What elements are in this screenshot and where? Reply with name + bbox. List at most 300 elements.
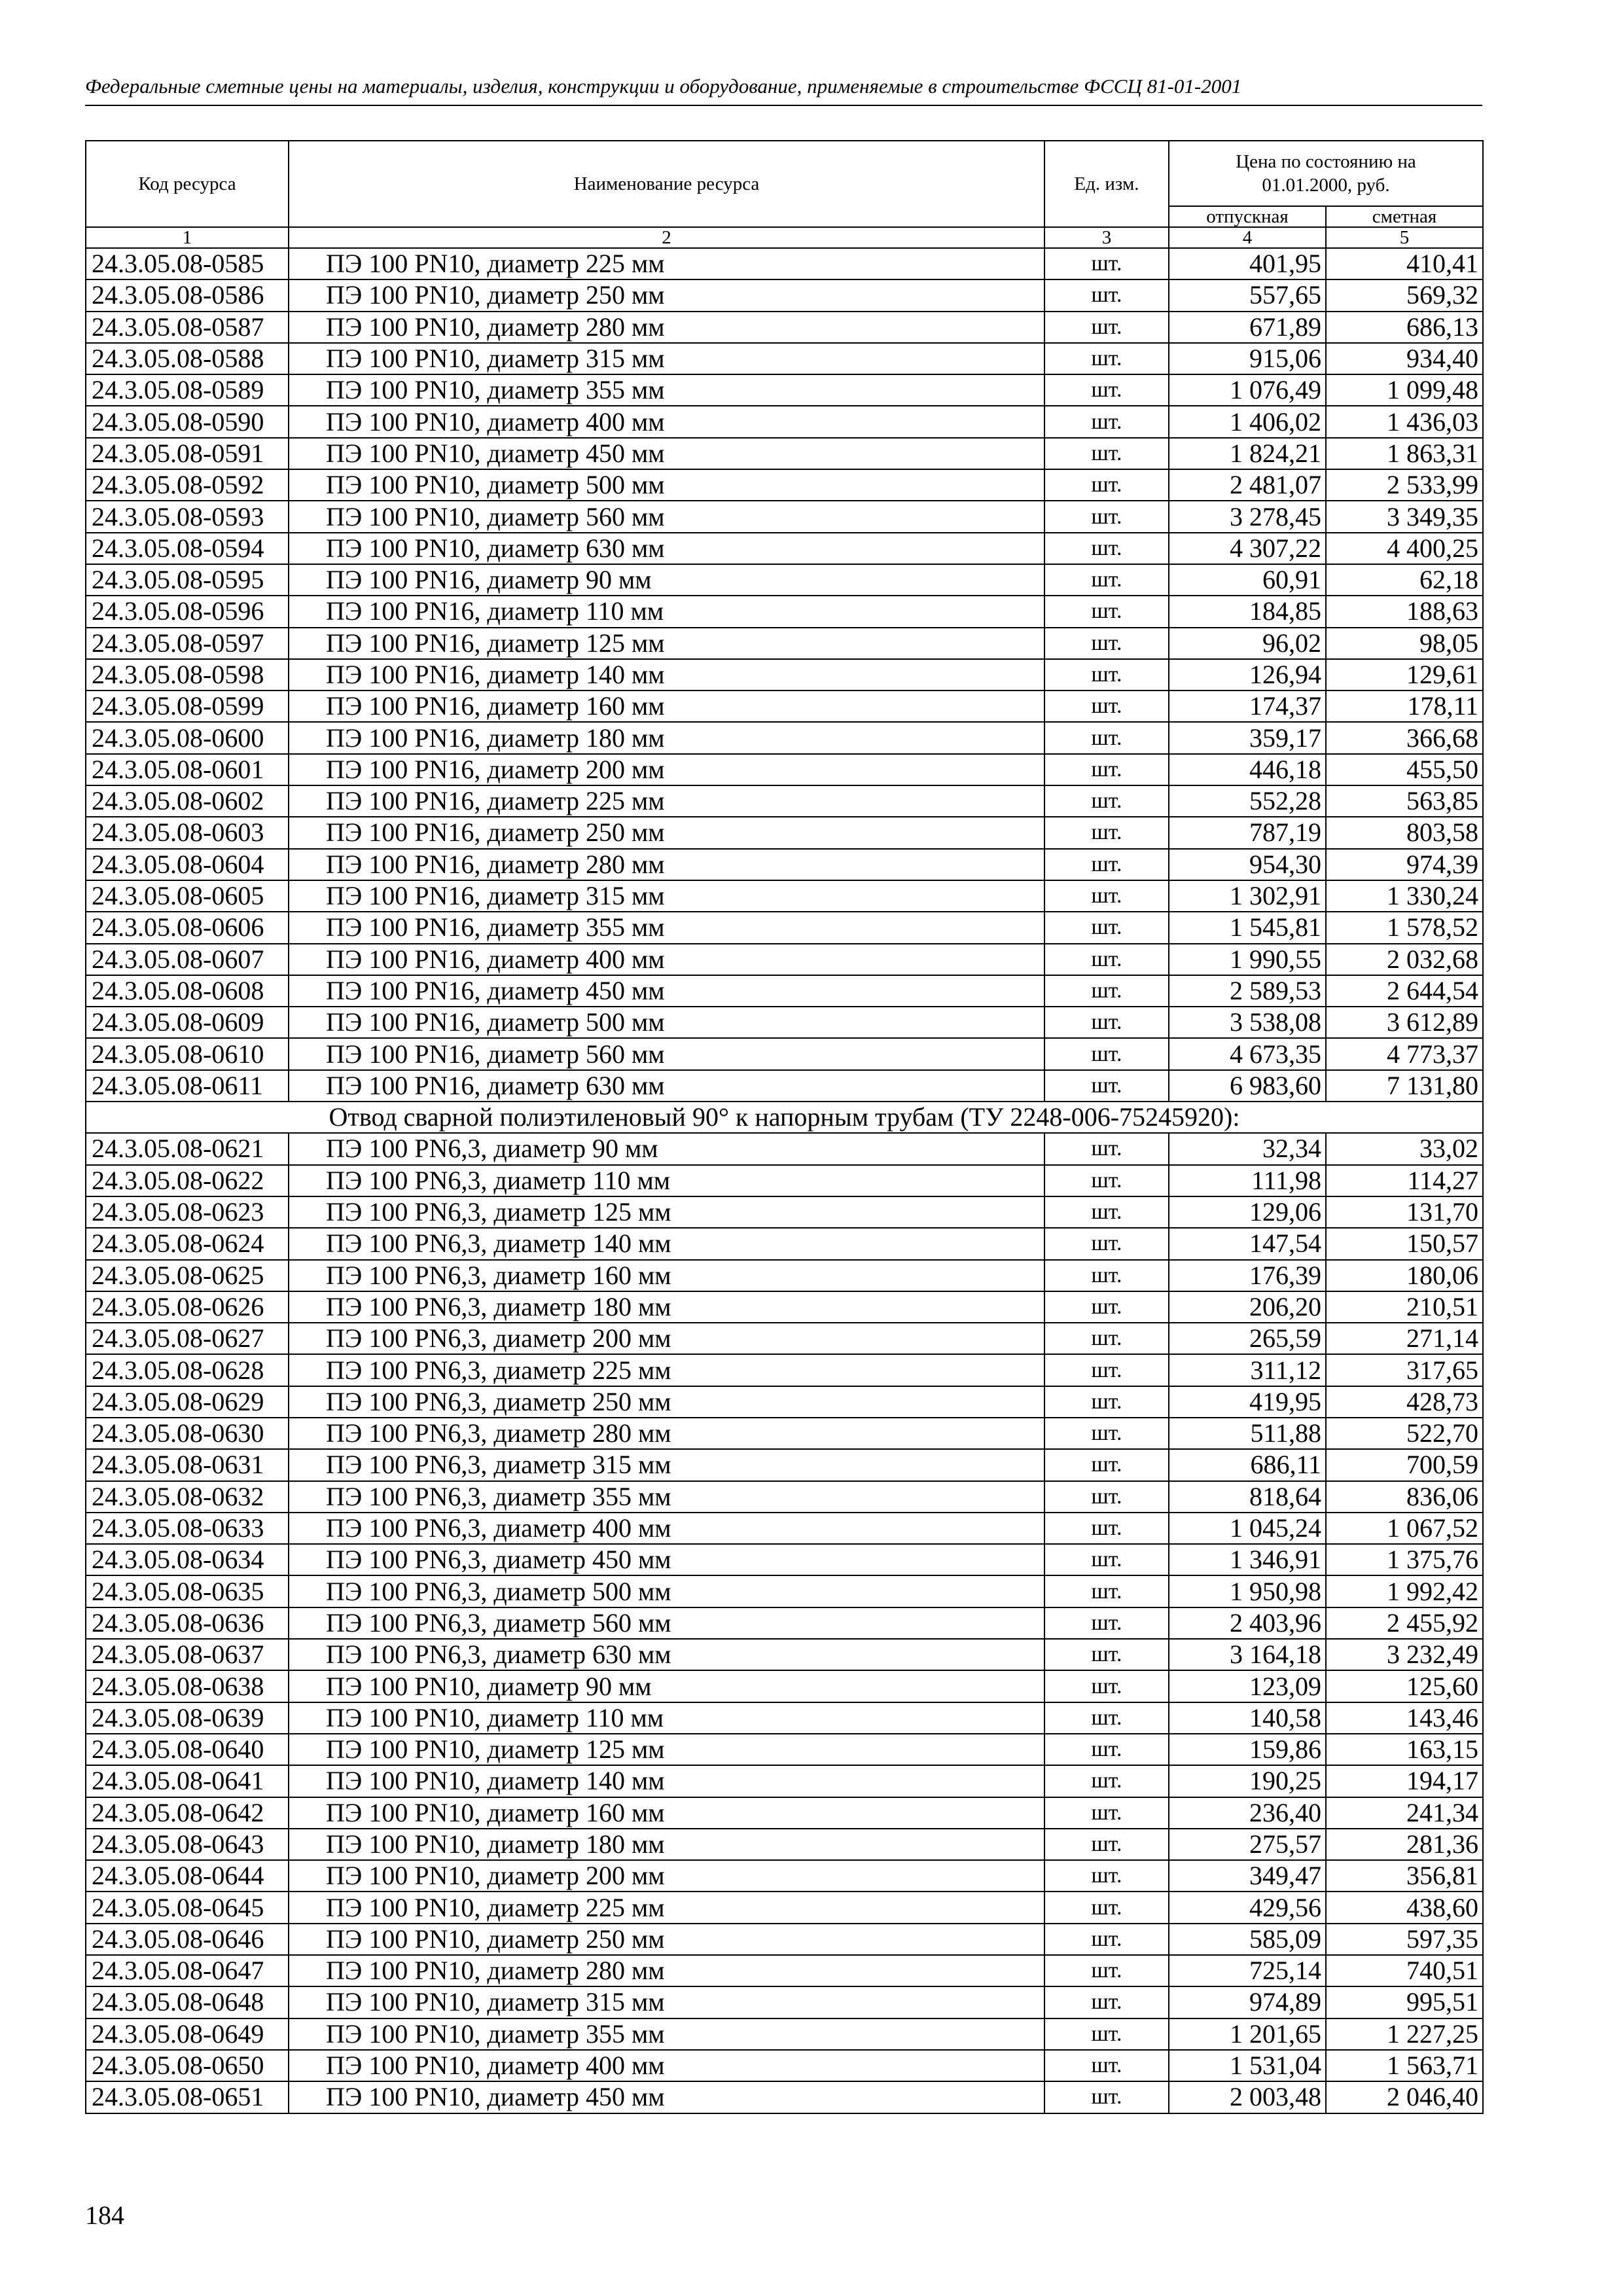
price-release-cell: 419,95 [1169, 1386, 1326, 1418]
unit-cell: шт. [1044, 1070, 1169, 1102]
unit-cell: шт. [1044, 659, 1169, 691]
price-estimate-cell: 3 349,35 [1326, 501, 1483, 532]
resource-code-cell: 24.3.05.08-0587 [86, 312, 289, 343]
price-release-cell: 60,91 [1169, 564, 1326, 596]
price-estimate-cell: 522,70 [1326, 1418, 1483, 1449]
resource-name-cell: ПЭ 100 PN10, диаметр 160 мм [289, 1797, 1044, 1829]
resource-code-cell: 24.3.05.08-0628 [86, 1354, 289, 1386]
table-row [86, 1133, 1483, 1164]
price-release-cell: 349,47 [1169, 1860, 1326, 1892]
resource-name-cell: ПЭ 100 PN10, диаметр 200 мм [289, 1860, 1044, 1892]
price-estimate-cell: 3 612,89 [1326, 1007, 1483, 1038]
resource-name-cell: ПЭ 100 PN10, диаметр 280 мм [289, 312, 1044, 343]
price-estimate-cell: 129,61 [1326, 659, 1483, 691]
resource-code-cell: 24.3.05.08-0633 [86, 1513, 289, 1544]
price-release-cell: 954,30 [1169, 849, 1326, 880]
price-estimate-cell: 210,51 [1326, 1291, 1483, 1323]
unit-cell: шт. [1044, 1829, 1169, 1860]
unit-cell: шт. [1044, 312, 1169, 343]
price-estimate-cell: 366,68 [1326, 722, 1483, 753]
price-estimate-cell: 1 578,52 [1326, 912, 1483, 943]
unit-cell: шт. [1044, 438, 1169, 469]
resource-code-cell: 24.3.05.08-0603 [86, 817, 289, 848]
price-release-cell: 1 076,49 [1169, 374, 1326, 406]
price-release-cell: 557,65 [1169, 279, 1326, 311]
table-row [86, 343, 1483, 374]
resource-code-cell: 24.3.05.08-0610 [86, 1038, 289, 1069]
column-number: 2 [289, 227, 1044, 248]
resource-code-cell: 24.3.05.08-0630 [86, 1418, 289, 1449]
price-release-cell: 6 983,60 [1169, 1070, 1326, 1102]
price-release-cell: 190,25 [1169, 1765, 1326, 1797]
price-estimate-cell: 1 375,76 [1326, 1544, 1483, 1575]
section-title: Отвод сварной полиэтиленовый 90° к напорным трубам (ТУ 2248-006-75245920): [86, 1102, 1483, 1133]
resource-code-cell: 24.3.05.08-0632 [86, 1481, 289, 1513]
resource-name-cell: ПЭ 100 PN16, диаметр 250 мм [289, 817, 1044, 848]
unit-cell: шт. [1044, 564, 1169, 596]
resource-code-cell: 24.3.05.08-0606 [86, 912, 289, 943]
resource-name-cell: ПЭ 100 PN10, диаметр 400 мм [289, 2050, 1044, 2081]
price-release-cell: 206,20 [1169, 1291, 1326, 1323]
unit-cell: шт. [1044, 1260, 1169, 1291]
price-estimate-cell: 4 400,25 [1326, 533, 1483, 564]
table-row [86, 533, 1483, 564]
resource-name-cell: ПЭ 100 PN10, диаметр 250 мм [289, 1924, 1044, 1955]
resource-name-cell: ПЭ 100 PN6,3, диаметр 355 мм [289, 1481, 1044, 1513]
price-release-cell: 1 824,21 [1169, 438, 1326, 469]
price-release-cell: 1 990,55 [1169, 944, 1326, 975]
unit-cell: шт. [1044, 343, 1169, 374]
price-estimate-cell: 281,36 [1326, 1829, 1483, 1860]
price-release-cell: 2 481,07 [1169, 469, 1326, 501]
price-release-cell: 123,09 [1169, 1670, 1326, 1702]
resource-code-cell: 24.3.05.08-0634 [86, 1544, 289, 1575]
resource-code-cell: 24.3.05.08-0591 [86, 438, 289, 469]
price-estimate-cell: 2 032,68 [1326, 944, 1483, 975]
unit-cell: шт. [1044, 1955, 1169, 1986]
resource-name-cell: ПЭ 100 PN10, диаметр 560 мм [289, 501, 1044, 532]
resource-code-cell: 24.3.05.08-0637 [86, 1639, 289, 1670]
table-row [86, 2018, 1483, 2050]
price-release-cell: 446,18 [1169, 754, 1326, 785]
table-row [86, 659, 1483, 691]
price-estimate-cell: 150,57 [1326, 1228, 1483, 1259]
col-header-price-group: Цена по состоянию на 01.01.2000, руб. [1169, 141, 1483, 206]
price-release-cell: 3 538,08 [1169, 1007, 1326, 1038]
resource-code-cell: 24.3.05.08-0601 [86, 754, 289, 785]
price-release-cell: 2 403,96 [1169, 1607, 1326, 1639]
table-row [86, 1734, 1483, 1765]
table-row [86, 975, 1483, 1007]
price-release-cell: 359,17 [1169, 722, 1326, 753]
table-row [86, 1860, 1483, 1892]
table-row [86, 944, 1483, 975]
page-number: 184 [85, 2200, 124, 2230]
resource-code-cell: 24.3.05.08-0651 [86, 2081, 289, 2113]
resource-name-cell: ПЭ 100 PN6,3, диаметр 280 мм [289, 1418, 1044, 1449]
price-release-cell: 1 302,91 [1169, 880, 1326, 912]
resource-name-cell: ПЭ 100 PN6,3, диаметр 125 мм [289, 1196, 1044, 1228]
price-estimate-cell: 317,65 [1326, 1354, 1483, 1386]
resource-code-cell: 24.3.05.08-0585 [86, 248, 289, 279]
price-release-cell: 176,39 [1169, 1260, 1326, 1291]
price-release-cell: 265,59 [1169, 1323, 1326, 1354]
resource-code-cell: 24.3.05.08-0640 [86, 1734, 289, 1765]
unit-cell: шт. [1044, 1038, 1169, 1069]
price-release-cell: 3 164,18 [1169, 1639, 1326, 1670]
resource-code-cell: 24.3.05.08-0626 [86, 1291, 289, 1323]
table-row [86, 1924, 1483, 1955]
table-body [86, 248, 1483, 2113]
resource-name-cell: ПЭ 100 PN6,3, диаметр 630 мм [289, 1639, 1044, 1670]
resource-name-cell: ПЭ 100 PN16, диаметр 560 мм [289, 1038, 1044, 1069]
price-release-cell: 725,14 [1169, 1955, 1326, 1986]
price-estimate-cell: 974,39 [1326, 849, 1483, 880]
unit-cell: шт. [1044, 1924, 1169, 1955]
resource-name-cell: ПЭ 100 PN16, диаметр 110 мм [289, 596, 1044, 627]
price-release-cell: 236,40 [1169, 1797, 1326, 1829]
resource-code-cell: 24.3.05.08-0636 [86, 1607, 289, 1639]
price-estimate-cell: 194,17 [1326, 1765, 1483, 1797]
resource-code-cell: 24.3.05.08-0594 [86, 533, 289, 564]
price-estimate-cell: 700,59 [1326, 1449, 1483, 1480]
price-release-cell: 915,06 [1169, 343, 1326, 374]
resource-name-cell: ПЭ 100 PN10, диаметр 140 мм [289, 1765, 1044, 1797]
unit-cell: шт. [1044, 2018, 1169, 2050]
unit-cell: шт. [1044, 1575, 1169, 1607]
price-estimate-cell: 188,63 [1326, 596, 1483, 627]
price-release-cell: 818,64 [1169, 1481, 1326, 1513]
resource-name-cell: ПЭ 100 PN16, диаметр 450 мм [289, 975, 1044, 1007]
table-row [86, 312, 1483, 343]
table-row [86, 1892, 1483, 1923]
price-release-cell: 4 673,35 [1169, 1038, 1326, 1069]
resource-name-cell: ПЭ 100 PN6,3, диаметр 225 мм [289, 1354, 1044, 1386]
table-row [86, 785, 1483, 817]
table-row [86, 1196, 1483, 1228]
price-estimate-cell: 803,58 [1326, 817, 1483, 848]
price-estimate-cell: 271,14 [1326, 1323, 1483, 1354]
resource-code-cell: 24.3.05.08-0650 [86, 2050, 289, 2081]
resource-code-cell: 24.3.05.08-0592 [86, 469, 289, 501]
price-estimate-cell: 1 227,25 [1326, 2018, 1483, 2050]
resource-name-cell: ПЭ 100 PN16, диаметр 630 мм [289, 1070, 1044, 1102]
price-release-cell: 96,02 [1169, 628, 1326, 659]
column-number: 4 [1169, 227, 1326, 248]
unit-cell: шт. [1044, 880, 1169, 912]
table-header [86, 141, 1483, 248]
resource-name-cell: ПЭ 100 PN6,3, диаметр 140 мм [289, 1228, 1044, 1259]
unit-cell: шт. [1044, 1860, 1169, 1892]
table-row [86, 722, 1483, 753]
price-release-cell: 511,88 [1169, 1418, 1326, 1449]
unit-cell: шт. [1044, 849, 1169, 880]
resource-code-cell: 24.3.05.08-0608 [86, 975, 289, 1007]
price-release-cell: 1 406,02 [1169, 406, 1326, 437]
price-estimate-cell: 1 099,48 [1326, 374, 1483, 406]
resource-name-cell: ПЭ 100 PN10, диаметр 400 мм [289, 406, 1044, 437]
resource-name-cell: ПЭ 100 PN10, диаметр 180 мм [289, 1829, 1044, 1860]
resource-code-cell: 24.3.05.08-0598 [86, 659, 289, 691]
price-estimate-cell: 33,02 [1326, 1133, 1483, 1164]
price-estimate-cell: 2 455,92 [1326, 1607, 1483, 1639]
price-release-cell: 311,12 [1169, 1354, 1326, 1386]
resource-code-cell: 24.3.05.08-0611 [86, 1070, 289, 1102]
price-release-cell: 140,58 [1169, 1702, 1326, 1734]
column-number: 5 [1326, 227, 1483, 248]
table-row [86, 1449, 1483, 1480]
col-header-unit: Ед. изм. [1044, 141, 1169, 227]
resource-name-cell: ПЭ 100 PN16, диаметр 500 мм [289, 1007, 1044, 1038]
price-estimate-cell: 455,50 [1326, 754, 1483, 785]
price-estimate-cell: 740,51 [1326, 1955, 1483, 1986]
table-row [86, 1575, 1483, 1607]
table-row [86, 1513, 1483, 1544]
price-estimate-cell: 1 863,31 [1326, 438, 1483, 469]
resource-code-cell: 24.3.05.08-0602 [86, 785, 289, 817]
unit-cell: шт. [1044, 1702, 1169, 1734]
unit-cell: шт. [1044, 1386, 1169, 1418]
unit-cell: шт. [1044, 944, 1169, 975]
price-release-cell: 974,89 [1169, 1986, 1326, 2018]
resource-name-cell: ПЭ 100 PN10, диаметр 125 мм [289, 1734, 1044, 1765]
table-row [86, 880, 1483, 912]
table-row [86, 1702, 1483, 1734]
resource-code-cell: 24.3.05.08-0596 [86, 596, 289, 627]
resource-code-cell: 24.3.05.08-0589 [86, 374, 289, 406]
price-release-cell: 1 531,04 [1169, 2050, 1326, 2081]
price-estimate-cell: 1 330,24 [1326, 880, 1483, 912]
unit-cell: шт. [1044, 785, 1169, 817]
unit-cell: шт. [1044, 1007, 1169, 1038]
resource-name-cell: ПЭ 100 PN10, диаметр 315 мм [289, 1986, 1044, 2018]
resource-name-cell: ПЭ 100 PN10, диаметр 450 мм [289, 2081, 1044, 2113]
table-row [86, 1639, 1483, 1670]
price-estimate-cell: 7 131,80 [1326, 1070, 1483, 1102]
price-release-cell: 787,19 [1169, 817, 1326, 848]
resource-code-cell: 24.3.05.08-0649 [86, 2018, 289, 2050]
resource-name-cell: ПЭ 100 PN16, диаметр 225 мм [289, 785, 1044, 817]
resource-name-cell: ПЭ 100 PN16, диаметр 140 мм [289, 659, 1044, 691]
resource-code-cell: 24.3.05.08-0599 [86, 691, 289, 722]
header-rule [85, 105, 1482, 106]
table-row [86, 406, 1483, 437]
unit-cell: шт. [1044, 1354, 1169, 1386]
price-estimate-cell: 98,05 [1326, 628, 1483, 659]
resource-code-cell: 24.3.05.08-0646 [86, 1924, 289, 1955]
table-row [86, 1765, 1483, 1797]
column-number: 1 [86, 227, 289, 248]
resource-code-cell: 24.3.05.08-0625 [86, 1260, 289, 1291]
unit-cell: шт. [1044, 1513, 1169, 1544]
price-release-cell: 4 307,22 [1169, 533, 1326, 564]
price-release-cell: 552,28 [1169, 785, 1326, 817]
price-release-cell: 1 346,91 [1169, 1544, 1326, 1575]
resource-code-cell: 24.3.05.08-0631 [86, 1449, 289, 1480]
resource-name-cell: ПЭ 100 PN10, диаметр 500 мм [289, 469, 1044, 501]
unit-cell: шт. [1044, 596, 1169, 627]
column-number-row [86, 227, 1483, 248]
unit-cell: шт. [1044, 501, 1169, 532]
table-row [86, 1070, 1483, 1102]
resource-name-cell: ПЭ 100 PN10, диаметр 90 мм [289, 1670, 1044, 1702]
unit-cell: шт. [1044, 1797, 1169, 1829]
price-estimate-cell: 163,15 [1326, 1734, 1483, 1765]
resource-name-cell: ПЭ 100 PN16, диаметр 280 мм [289, 849, 1044, 880]
col-header-name: Наименование ресурса [289, 141, 1044, 227]
price-release-cell: 585,09 [1169, 1924, 1326, 1955]
price-estimate-cell: 597,35 [1326, 1924, 1483, 1955]
unit-cell: шт. [1044, 2050, 1169, 2081]
table-row [86, 2081, 1483, 2113]
resource-name-cell: ПЭ 100 PN10, диаметр 355 мм [289, 2018, 1044, 2050]
table-row [86, 1260, 1483, 1291]
price-estimate-cell: 2 533,99 [1326, 469, 1483, 501]
resource-name-cell: ПЭ 100 PN16, диаметр 355 мм [289, 912, 1044, 943]
resource-name-cell: ПЭ 100 PN10, диаметр 630 мм [289, 533, 1044, 564]
resource-code-cell: 24.3.05.08-0604 [86, 849, 289, 880]
unit-cell: шт. [1044, 1481, 1169, 1513]
unit-cell: шт. [1044, 912, 1169, 943]
unit-cell: шт. [1044, 1986, 1169, 2018]
unit-cell: шт. [1044, 1196, 1169, 1228]
resource-name-cell: ПЭ 100 PN10, диаметр 280 мм [289, 1955, 1044, 1986]
table-row [86, 1291, 1483, 1323]
resource-name-cell: ПЭ 100 PN16, диаметр 125 мм [289, 628, 1044, 659]
resource-name-cell: ПЭ 100 PN16, диаметр 400 мм [289, 944, 1044, 975]
resource-name-cell: ПЭ 100 PN6,3, диаметр 500 мм [289, 1575, 1044, 1607]
price-estimate-cell: 2 644,54 [1326, 975, 1483, 1007]
unit-cell: шт. [1044, 1607, 1169, 1639]
table-row [86, 1228, 1483, 1259]
col-header-code: Код ресурса [86, 141, 289, 227]
price-release-cell: 1 545,81 [1169, 912, 1326, 943]
table-row [86, 469, 1483, 501]
resource-name-cell: ПЭ 100 PN6,3, диаметр 200 мм [289, 1323, 1044, 1354]
unit-cell: шт. [1044, 975, 1169, 1007]
resource-name-cell: ПЭ 100 PN6,3, диаметр 400 мм [289, 1513, 1044, 1544]
unit-cell: шт. [1044, 691, 1169, 722]
unit-cell: шт. [1044, 1133, 1169, 1164]
table-row [86, 1829, 1483, 1860]
table-row [86, 438, 1483, 469]
col-header-price-estimate: сметная [1326, 206, 1483, 227]
table-row [86, 1354, 1483, 1386]
table-row [86, 596, 1483, 627]
table-row [86, 1165, 1483, 1196]
resource-name-cell: ПЭ 100 PN16, диаметр 200 мм [289, 754, 1044, 785]
table-row [86, 564, 1483, 596]
unit-cell: шт. [1044, 1291, 1169, 1323]
table-row [86, 849, 1483, 880]
unit-cell: шт. [1044, 533, 1169, 564]
price-estimate-cell: 438,60 [1326, 1892, 1483, 1923]
resource-code-cell: 24.3.05.08-0627 [86, 1323, 289, 1354]
price-release-cell: 147,54 [1169, 1228, 1326, 1259]
price-estimate-cell: 180,06 [1326, 1260, 1483, 1291]
price-release-cell: 1 201,65 [1169, 2018, 1326, 2050]
resource-code-cell: 24.3.05.08-0624 [86, 1228, 289, 1259]
resource-code-cell: 24.3.05.08-0629 [86, 1386, 289, 1418]
resource-code-cell: 24.3.05.08-0641 [86, 1765, 289, 1797]
table-row [86, 501, 1483, 532]
resource-name-cell: ПЭ 100 PN10, диаметр 450 мм [289, 438, 1044, 469]
resource-code-cell: 24.3.05.08-0622 [86, 1165, 289, 1196]
resource-code-cell: 24.3.05.08-0588 [86, 343, 289, 374]
price-estimate-cell: 125,60 [1326, 1670, 1483, 1702]
resource-code-cell: 24.3.05.08-0600 [86, 722, 289, 753]
unit-cell: шт. [1044, 1418, 1169, 1449]
resource-name-cell: ПЭ 100 PN6,3, диаметр 160 мм [289, 1260, 1044, 1291]
table-row [86, 1670, 1483, 1702]
table-row [86, 1797, 1483, 1829]
price-estimate-cell: 2 046,40 [1326, 2081, 1483, 2113]
unit-cell: шт. [1044, 279, 1169, 311]
unit-cell: шт. [1044, 1670, 1169, 1702]
resource-code-cell: 24.3.05.08-0597 [86, 628, 289, 659]
price-estimate-cell: 569,32 [1326, 279, 1483, 311]
price-release-cell: 275,57 [1169, 1829, 1326, 1860]
table-row [86, 248, 1483, 279]
resource-code-cell: 24.3.05.08-0595 [86, 564, 289, 596]
price-estimate-cell: 995,51 [1326, 1986, 1483, 2018]
table-row [86, 279, 1483, 311]
price-estimate-cell: 428,73 [1326, 1386, 1483, 1418]
section-row [86, 1102, 1483, 1133]
resource-code-cell: 24.3.05.08-0605 [86, 880, 289, 912]
price-release-cell: 429,56 [1169, 1892, 1326, 1923]
price-estimate-cell: 241,34 [1326, 1797, 1483, 1829]
resource-code-cell: 24.3.05.08-0609 [86, 1007, 289, 1038]
resource-code-cell: 24.3.05.08-0621 [86, 1133, 289, 1164]
resource-name-cell: ПЭ 100 PN10, диаметр 110 мм [289, 1702, 1044, 1734]
unit-cell: шт. [1044, 469, 1169, 501]
price-release-cell: 174,37 [1169, 691, 1326, 722]
price-release-cell: 2 003,48 [1169, 2081, 1326, 2113]
price-estimate-cell: 1 067,52 [1326, 1513, 1483, 1544]
price-estimate-cell: 4 773,37 [1326, 1038, 1483, 1069]
price-release-cell: 1 045,24 [1169, 1513, 1326, 1544]
resource-code-cell: 24.3.05.08-0645 [86, 1892, 289, 1923]
price-estimate-cell: 131,70 [1326, 1196, 1483, 1228]
table-row [86, 1481, 1483, 1513]
unit-cell: шт. [1044, 1228, 1169, 1259]
table-row [86, 754, 1483, 785]
column-number: 3 [1044, 227, 1169, 248]
price-estimate-cell: 410,41 [1326, 248, 1483, 279]
price-estimate-cell: 563,85 [1326, 785, 1483, 817]
price-estimate-cell: 62,18 [1326, 564, 1483, 596]
unit-cell: шт. [1044, 754, 1169, 785]
price-release-cell: 184,85 [1169, 596, 1326, 627]
unit-cell: шт. [1044, 248, 1169, 279]
price-release-cell: 2 589,53 [1169, 975, 1326, 1007]
unit-cell: шт. [1044, 2081, 1169, 2113]
resource-code-cell: 24.3.05.08-0623 [86, 1196, 289, 1228]
unit-cell: шт. [1044, 722, 1169, 753]
price-estimate-cell: 3 232,49 [1326, 1639, 1483, 1670]
resource-name-cell: ПЭ 100 PN16, диаметр 160 мм [289, 691, 1044, 722]
resource-code-cell: 24.3.05.08-0638 [86, 1670, 289, 1702]
price-release-cell: 401,95 [1169, 248, 1326, 279]
resource-code-cell: 24.3.05.08-0639 [86, 1702, 289, 1734]
table-row [86, 1955, 1483, 1986]
resource-code-cell: 24.3.05.08-0647 [86, 1955, 289, 1986]
resource-code-cell: 24.3.05.08-0607 [86, 944, 289, 975]
unit-cell: шт. [1044, 1165, 1169, 1196]
price-estimate-cell: 836,06 [1326, 1481, 1483, 1513]
table-row [86, 1986, 1483, 2018]
